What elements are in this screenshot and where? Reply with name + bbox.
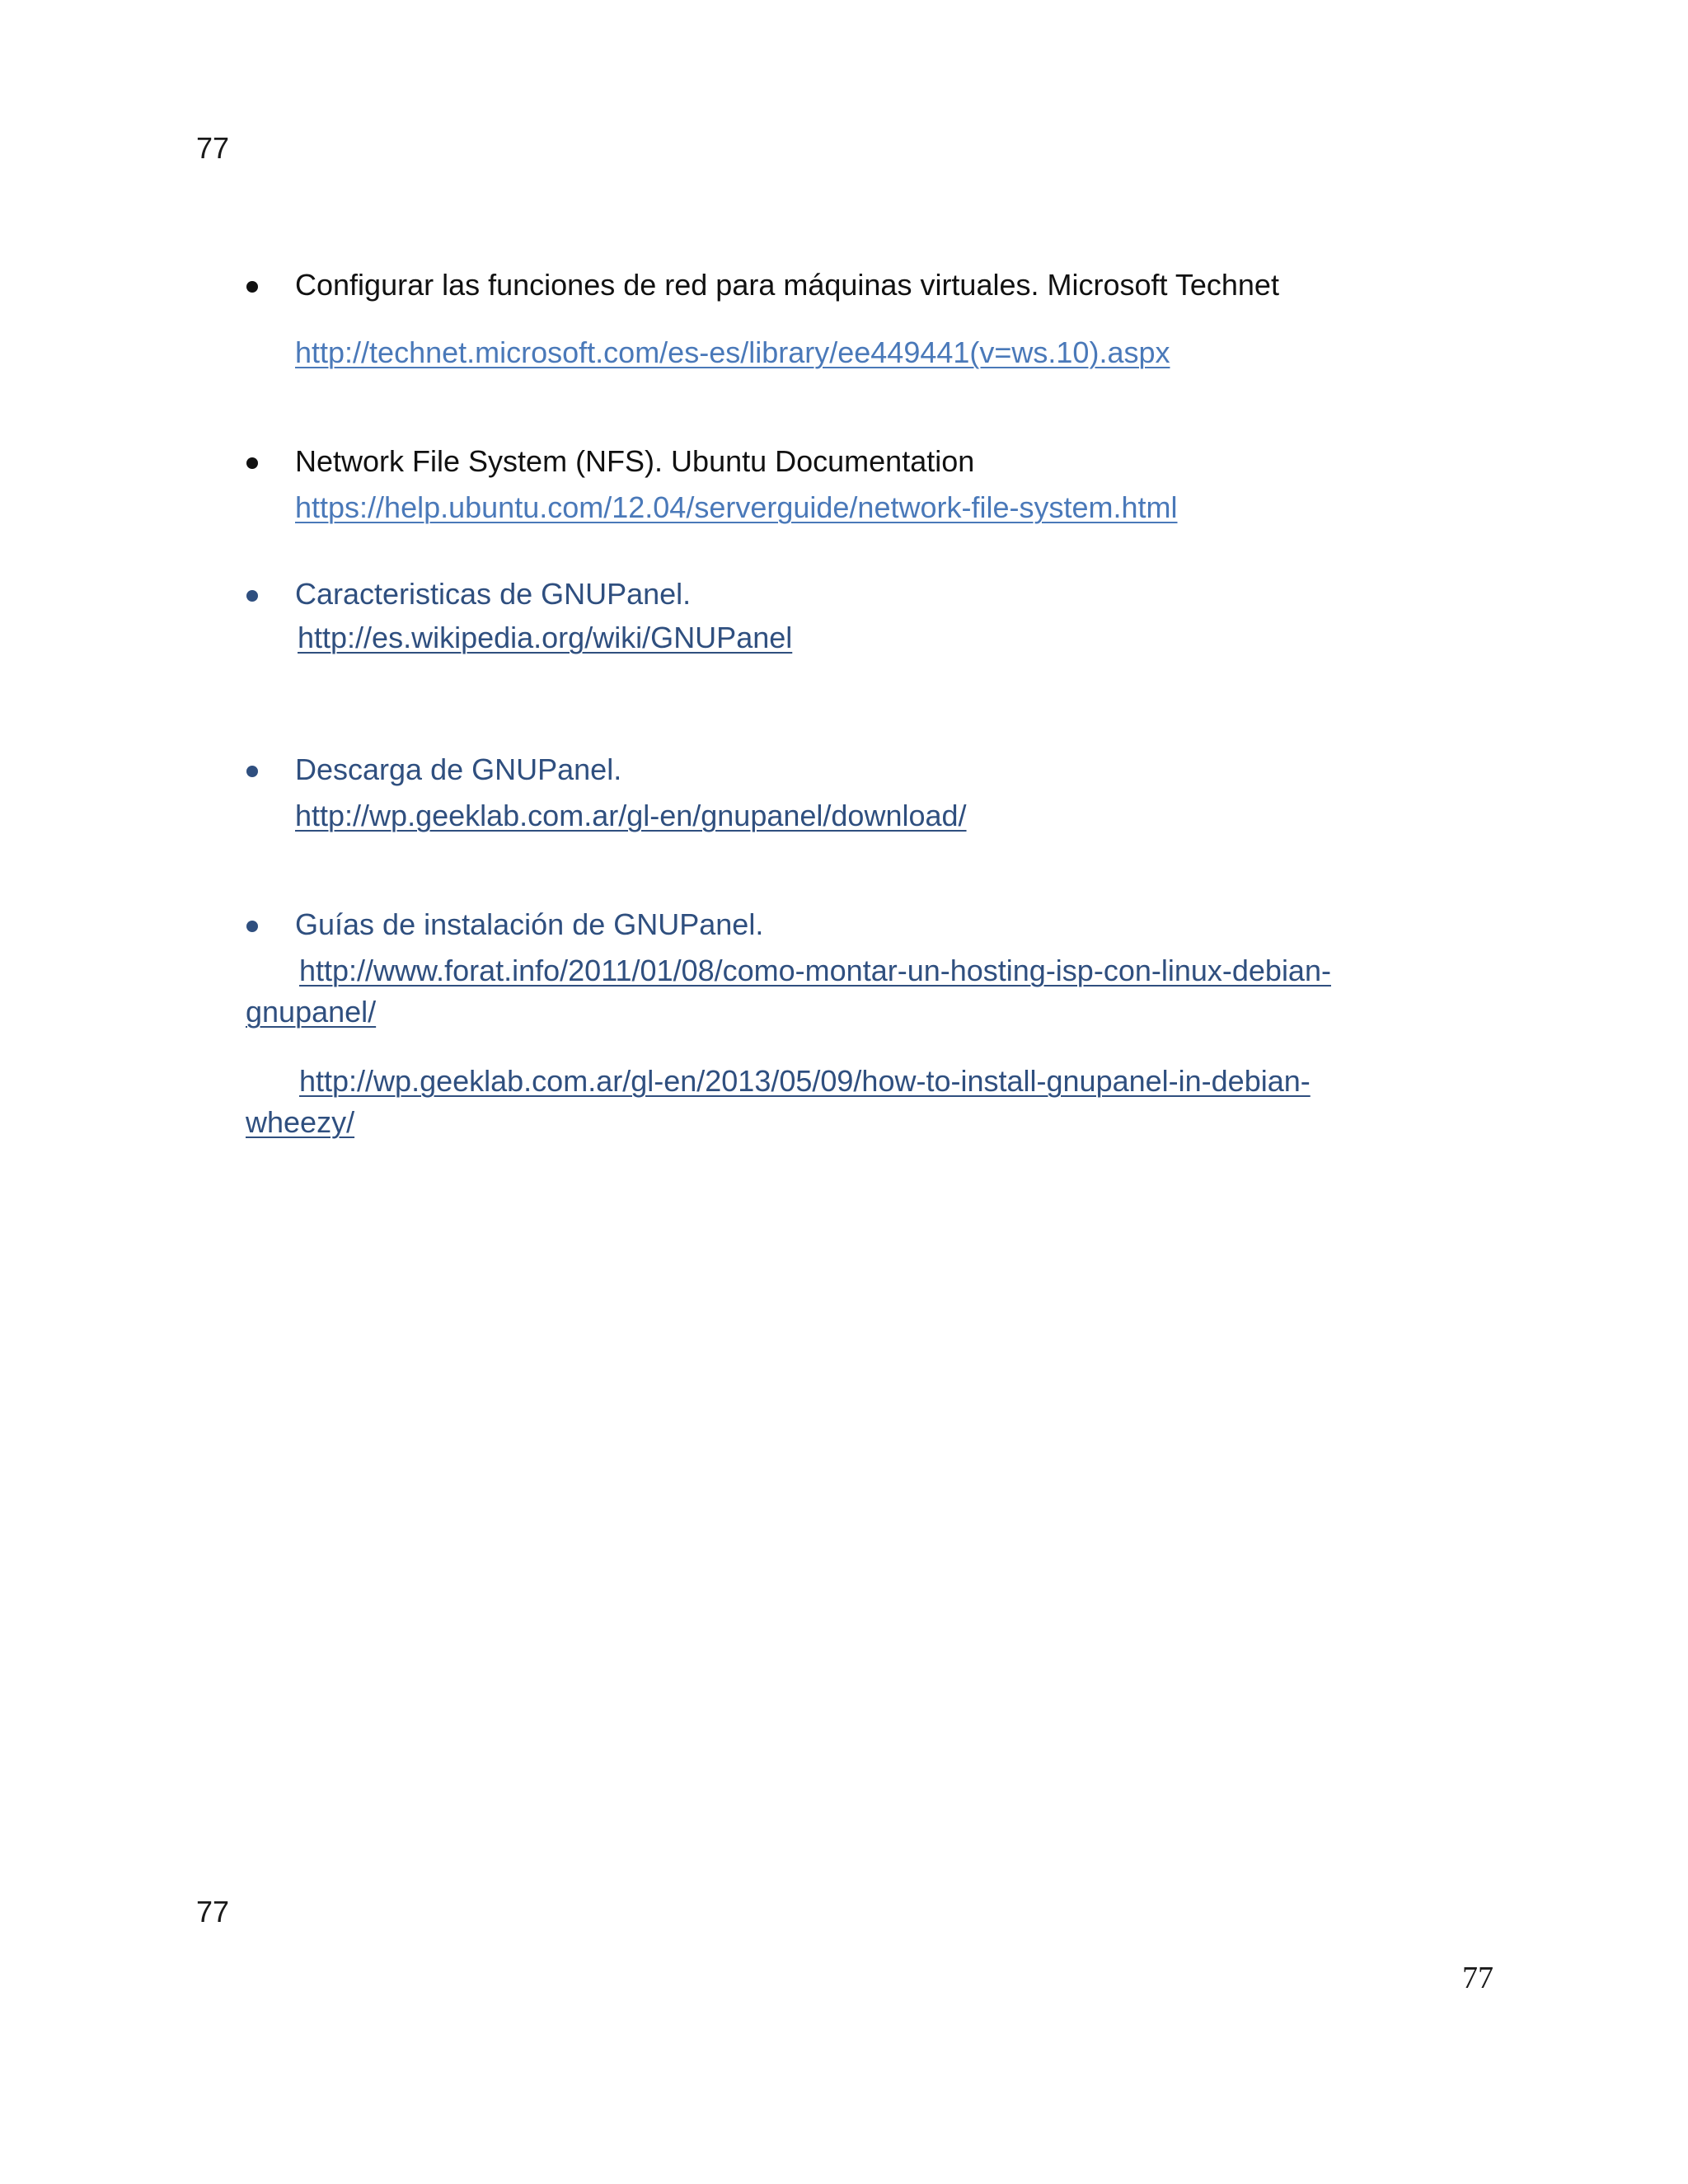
reference-title-4: Descarga de GNUPanel.: [295, 752, 622, 786]
reference-title-3: Caracteristicas de GNUPanel.: [295, 577, 692, 611]
reference-link-1[interactable]: http://technet.microsoft.com/es-es/library/ee449441(v=ws.10).aspx: [295, 335, 1170, 369]
reference-link-3[interactable]: http://es.wikipedia.org/wiki/GNUPanel: [298, 621, 793, 654]
reference-link-4[interactable]: http://wp.geeklab.com.ar/gl-en/gnupanel/download/: [295, 799, 967, 832]
page-number-top: 77: [196, 131, 230, 165]
reference-title-5: Guías de instalación de GNUPanel.: [295, 907, 764, 941]
reference-title-2: Network File System (NFS). Ubuntu Documentation: [295, 444, 975, 478]
bullet-icon: [246, 766, 258, 777]
reference-link-2[interactable]: https://help.ubuntu.com/12.04/serverguide/network-file-system.html: [295, 490, 1178, 524]
reference-link-5a-line1[interactable]: http://www.forat.info/2011/01/08/como-montar-un-hosting-isp-con-linux-debian-: [299, 954, 1331, 987]
page-number-footer: 77: [1462, 1961, 1493, 1995]
bullet-icon: [246, 921, 258, 932]
page-number-middle: 77: [196, 1895, 230, 1929]
bullet-icon: [246, 457, 258, 469]
bullet-icon: [246, 281, 258, 293]
reference-title-1: Configurar las funciones de red para máquinas virtuales. Microsoft Technet: [295, 268, 1279, 302]
reference-link-5a-line2[interactable]: gnupanel/: [246, 995, 377, 1029]
reference-link-5b-line1[interactable]: http://wp.geeklab.com.ar/gl-en/2013/05/09/how-to-install-gnupanel-in-debian-: [299, 1064, 1311, 1098]
bullet-icon: [246, 590, 258, 602]
reference-link-5b-line2[interactable]: wheezy/: [246, 1105, 355, 1139]
